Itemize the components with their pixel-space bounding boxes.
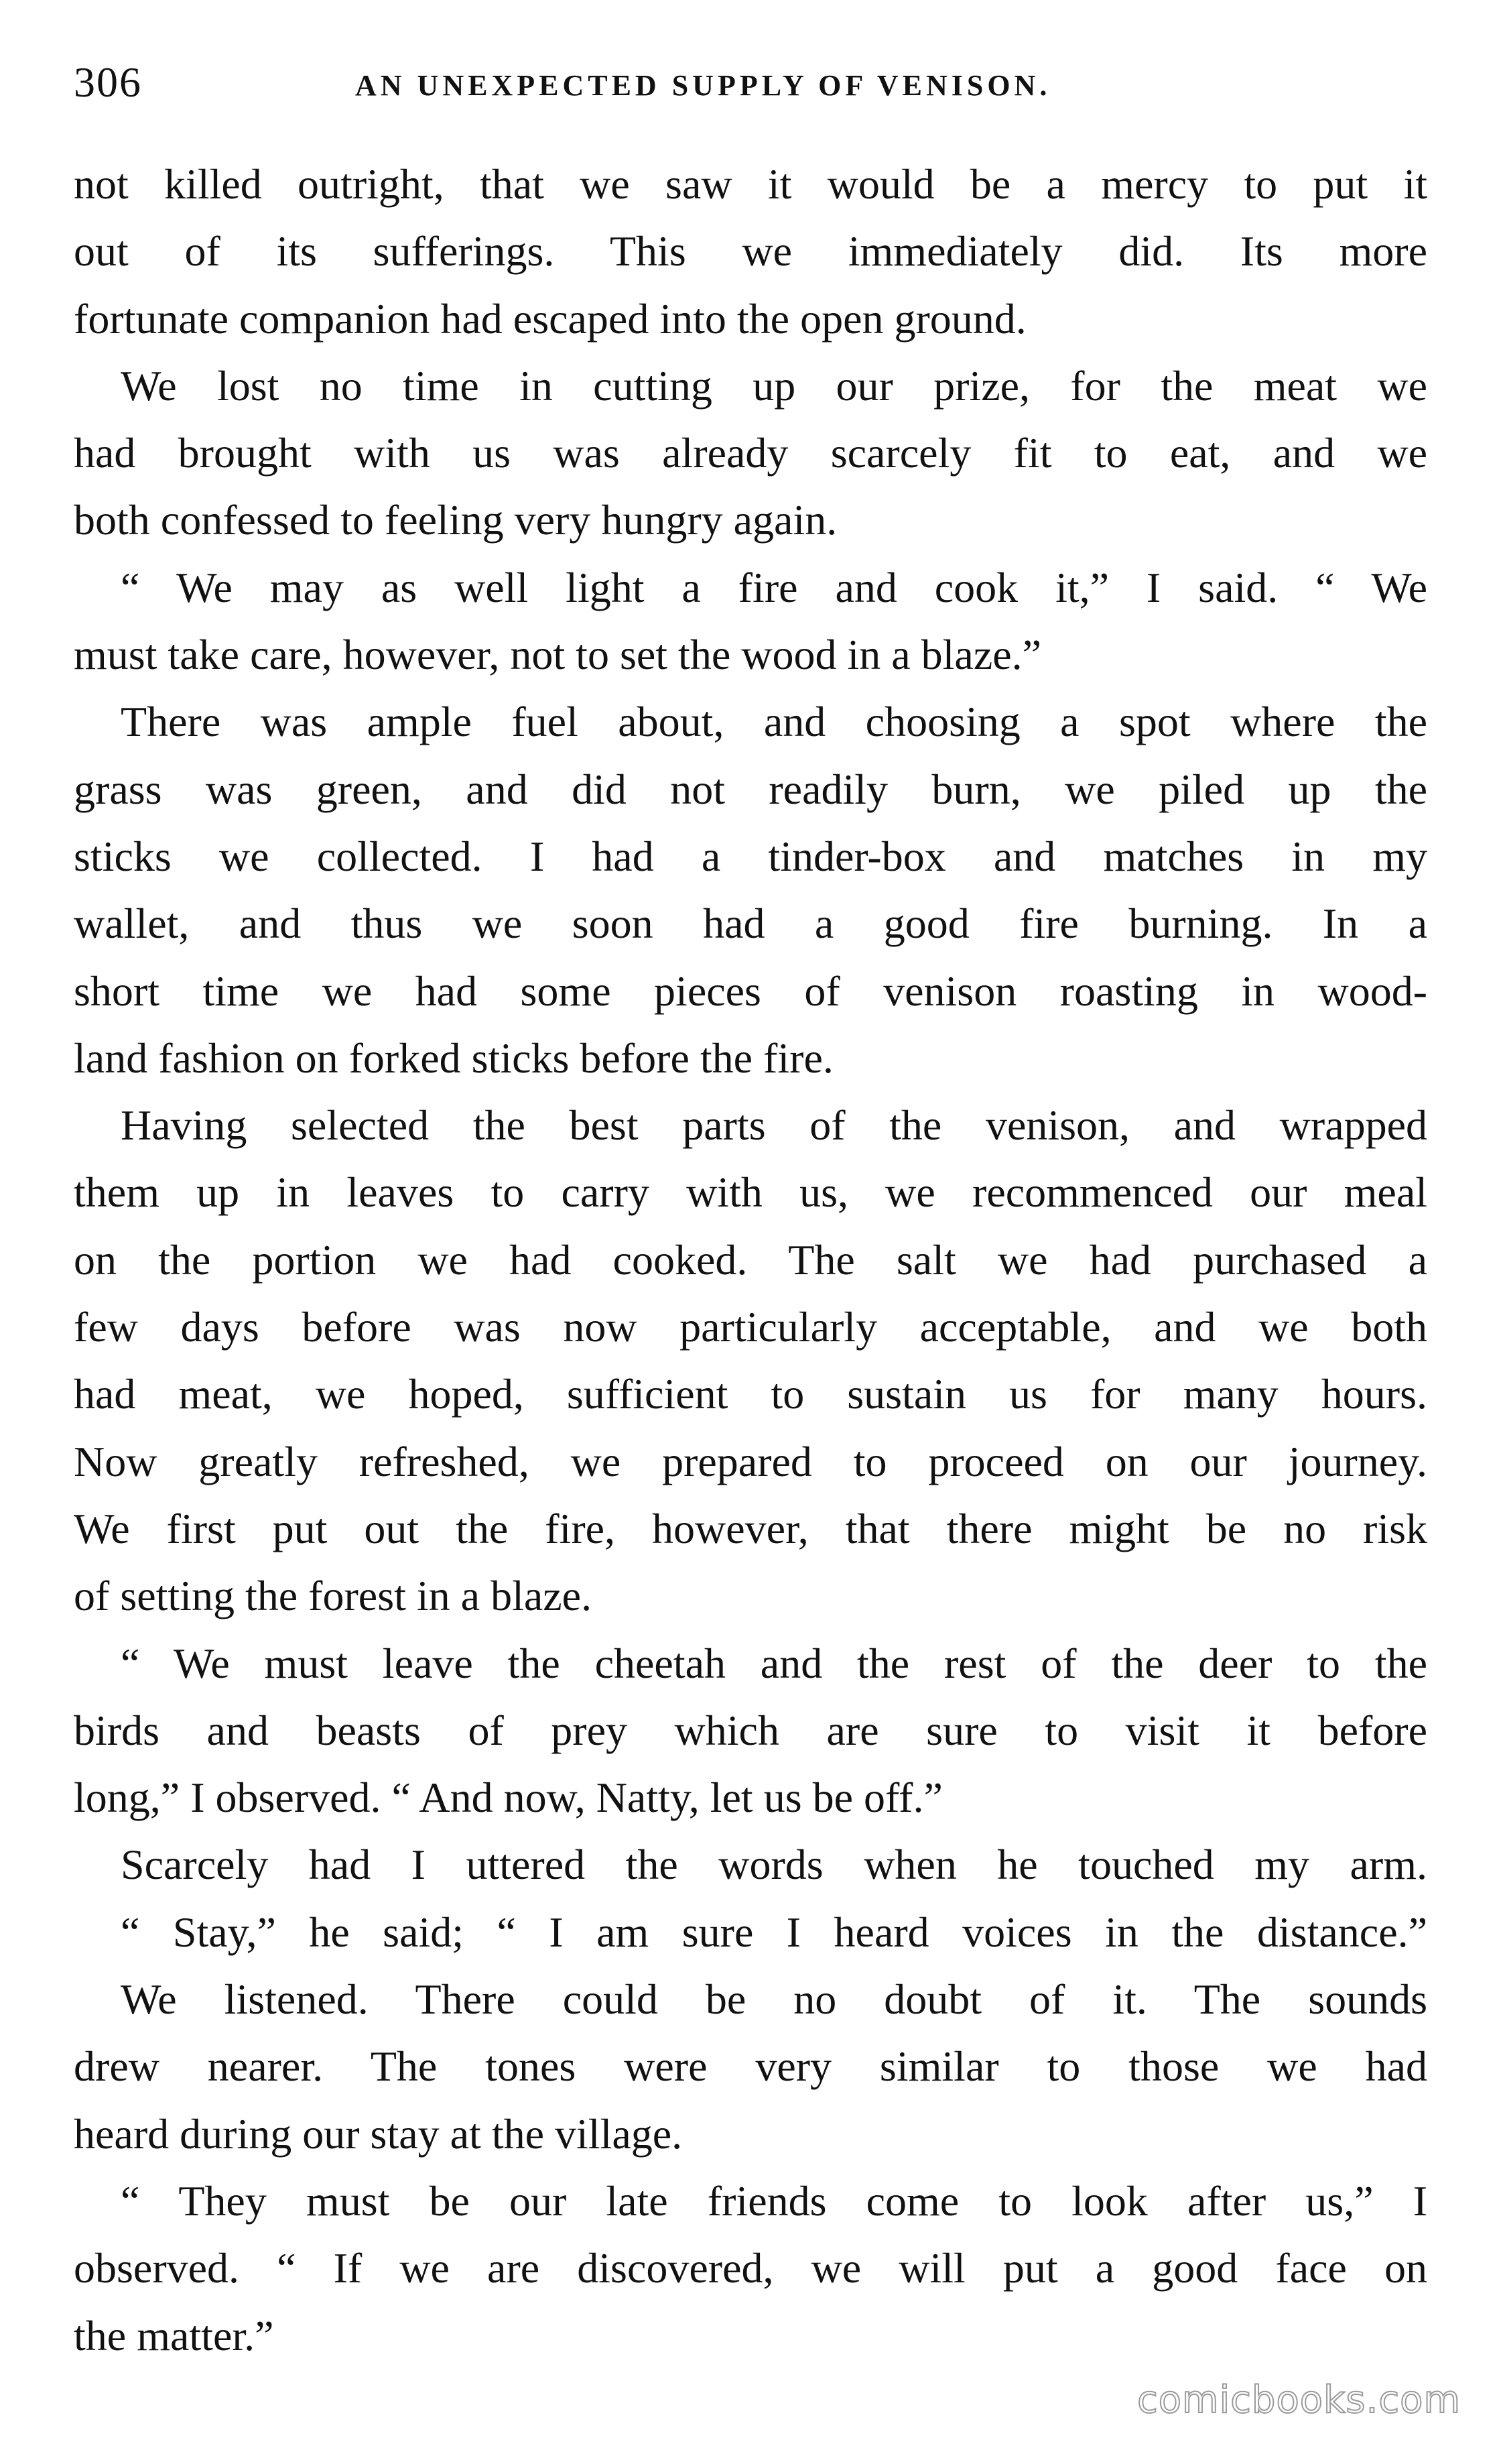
text-line: land fashion on forked sticks before the fire. — [74, 1034, 834, 1082]
text-line: drew nearer. The tones were very similar to those we had — [74, 2042, 1427, 2091]
text-line: birds and beasts of prey which are sure to visit it before — [74, 1706, 1427, 1754]
text-line: them up in leaves to carry with us, we recommenced our meal — [74, 1168, 1427, 1217]
text-line: “ We may as well light a fire and cook it,” I said. “ We — [121, 563, 1427, 611]
text-line: long,” I observed. “ And now, Natty, let us be off.” — [74, 1774, 943, 1822]
text-line: heard during our stay at the village. — [74, 2109, 683, 2158]
text-line: “ We must leave the cheetah and the rest of the deer to the — [121, 1639, 1427, 1687]
body-text — [74, 151, 1427, 2369]
text-line: Having selected the best parts of the venison, and wrapped — [121, 1101, 1427, 1150]
text-line: not killed outright, that we saw it would be a mercy to put it — [74, 160, 1427, 208]
text-line: grass was green, and did not readily burn, we piled up the — [74, 765, 1427, 813]
text-line: must take care, however, not to set the wood in a blaze.” — [74, 631, 1042, 679]
text-line: observed. “ If we are discovered, we will put a good face on — [74, 2244, 1427, 2292]
text-line: fortunate companion had escaped into the open ground. — [74, 294, 1027, 343]
text-line: wallet, and thus we soon had a good fire burning. In a — [74, 900, 1427, 948]
watermark: comicbooks.com — [1136, 2378, 1461, 2422]
text-line: Scarcely had I uttered the words when he touched my arm. — [121, 1841, 1427, 1889]
page-header — [74, 52, 1427, 113]
text-line: of setting the forest in a blaze. — [74, 1572, 592, 1620]
text-line: the matter.” — [74, 2311, 274, 2359]
text-line: We first put out the fire, however, that there might be no risk — [74, 1504, 1427, 1552]
text-line: “ Stay,” he said; “ I am sure I heard voices in the distance.” — [121, 1908, 1427, 1956]
text-line: few days before was now particularly acceptable, and we both — [74, 1303, 1427, 1351]
text-line: short time we had some pieces of venison roasting in wood- — [74, 967, 1427, 1015]
text-line: out of its sufferings. This we immediately did. Its more — [74, 227, 1427, 275]
text-line: both confessed to feeling very hungry again. — [74, 496, 838, 544]
text-line: on the portion we had cooked. The salt we had purchased a — [74, 1235, 1427, 1284]
text-line: had meat, we hoped, sufficient to sustain us for many hours. — [74, 1370, 1427, 1418]
text-line: had brought with us was already scarcely fit to eat, and we — [74, 429, 1427, 477]
page-number: 306 — [74, 58, 142, 106]
text-line: sticks we collected. I had a tinder-box and matches in my — [74, 832, 1427, 880]
text-line: We lost no time in cutting up our prize, for the meat we — [121, 361, 1427, 410]
text-line: There was ample fuel about, and choosing a spot where the — [121, 698, 1427, 746]
running-head: AN UNEXPECTED SUPPLY OF VENISON. — [355, 69, 1051, 102]
text-line: Now greatly refreshed, we prepared to proceed on our journey. — [74, 1437, 1427, 1485]
text-line: We listened. There could be no doubt of it. The sounds — [121, 1975, 1427, 2024]
text-line: “ They must be our late friends come to look after us,” I — [121, 2176, 1427, 2225]
